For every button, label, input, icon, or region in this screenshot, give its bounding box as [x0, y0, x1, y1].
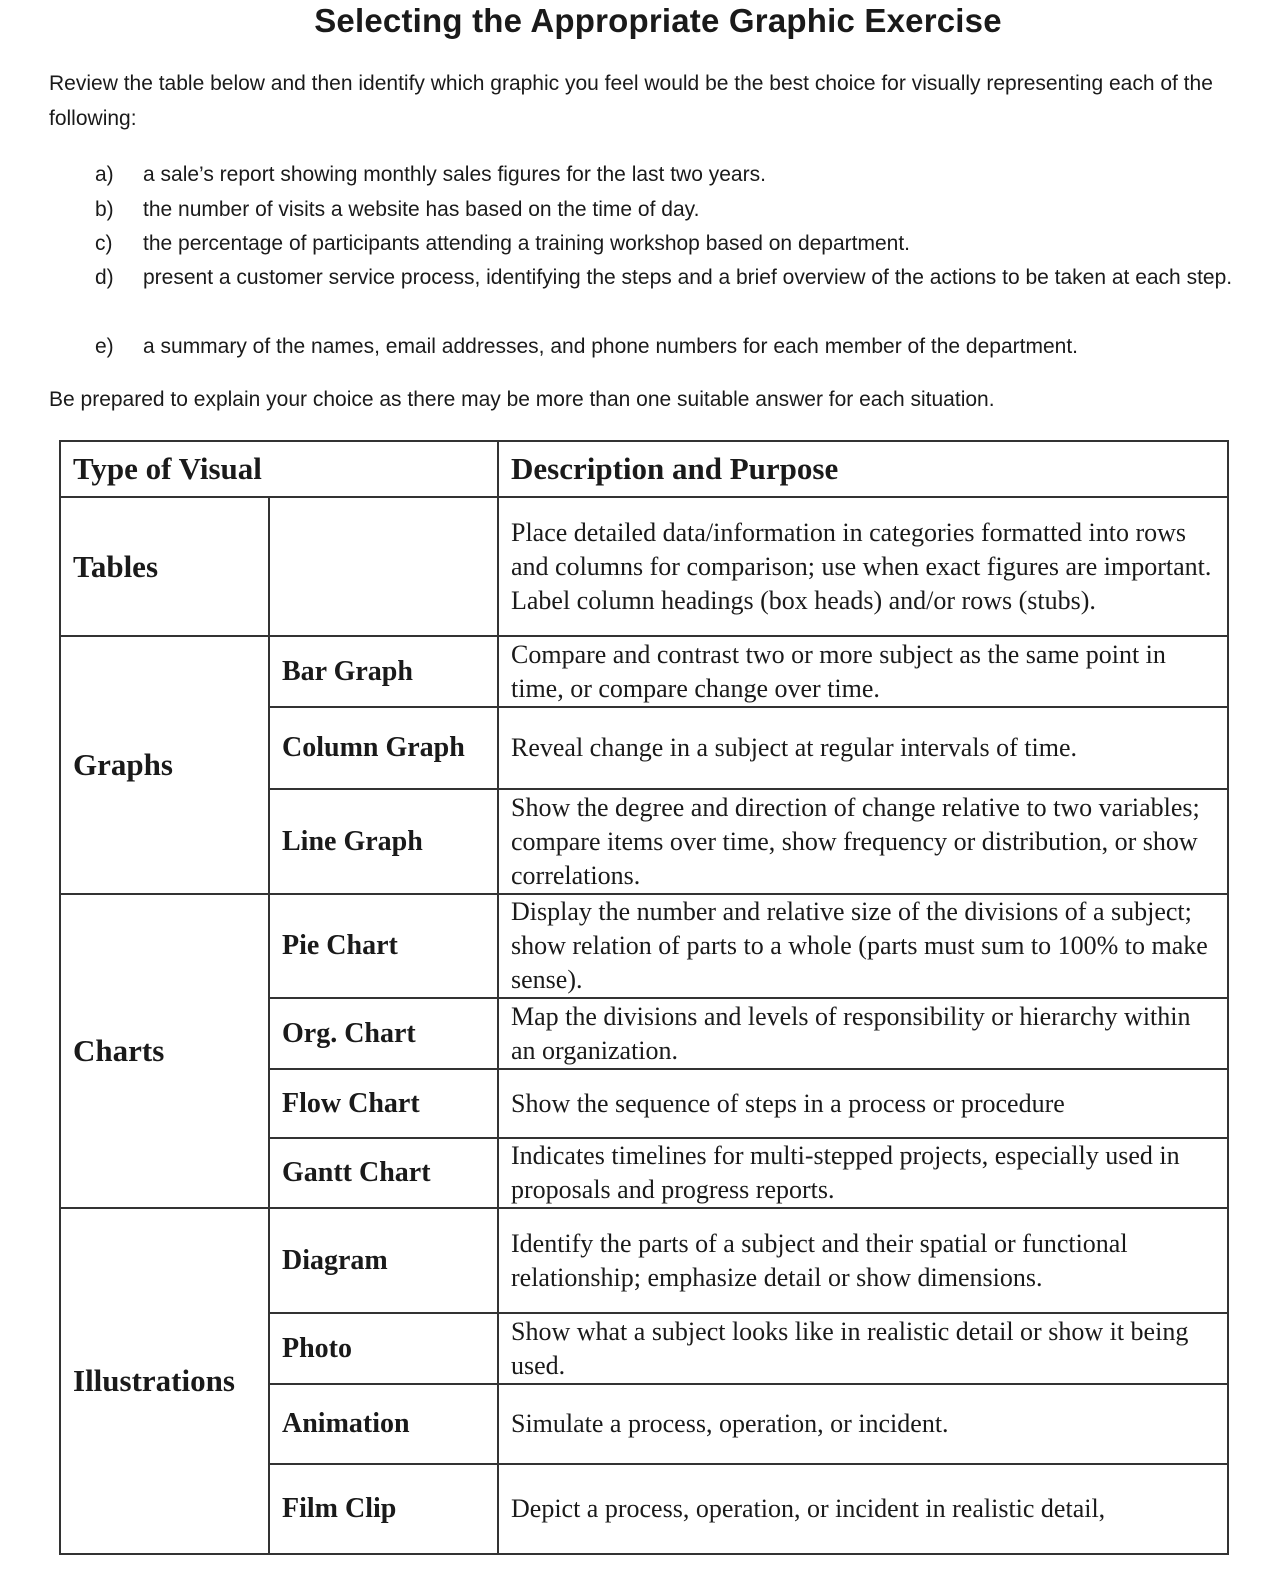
- description-line-graph: Show the degree and direction of change relative to two variables; compare items over time, show frequency or distribution, or show correlations.: [498, 789, 1228, 894]
- description-tables: Place detailed data/information in categories formatted into rows and columns for comparison; use when exact figures are important. Label column headings (box heads) and/or rows (stubs).: [498, 497, 1228, 636]
- category-charts: Charts: [60, 894, 269, 1208]
- table-row: [60, 636, 1228, 707]
- table-row: [60, 1208, 1228, 1313]
- table-row: [60, 894, 1228, 998]
- intro-text: Review the table below and then identify which graphic you feel would be the best choice for visually representing each of the following:: [49, 72, 1213, 130]
- visual-column-graph: Column Graph: [269, 707, 498, 789]
- header-type-of-visual: Type of Visual: [60, 441, 498, 497]
- question-text: the number of visits a website has based on the time of day.: [143, 198, 700, 221]
- description-bar-graph: Compare and contrast two or more subject as the same point in time, or compare change over time.: [498, 636, 1228, 707]
- category-graphs: Graphs: [60, 636, 269, 894]
- question-label: c): [95, 232, 113, 255]
- description-org-chart: Map the divisions and levels of responsibility or hierarchy within an organization.: [498, 998, 1228, 1069]
- visual-bar-graph: Bar Graph: [269, 636, 498, 707]
- visual-pie-chart: Pie Chart: [269, 894, 498, 998]
- question-label: e): [95, 335, 114, 358]
- question-label: b): [95, 198, 114, 221]
- question-text: present a customer service process, identifying the steps and a brief overview of the actions to be taken at each step.: [143, 266, 1233, 289]
- visual-flow-chart: Flow Chart: [269, 1069, 498, 1138]
- question-label: d): [95, 266, 114, 289]
- question-label: a): [95, 163, 114, 186]
- visual-photo: Photo: [269, 1313, 498, 1384]
- question-text: a sale’s report showing monthly sales figures for the last two years.: [143, 163, 766, 186]
- description-gantt-chart: Indicates timelines for multi-stepped projects, especially used in proposals and progress reports.: [498, 1138, 1228, 1208]
- visual-film-clip: Film Clip: [269, 1464, 498, 1554]
- visual-gantt-chart: Gantt Chart: [269, 1138, 498, 1208]
- description-animation: Simulate a process, operation, or incident.: [498, 1384, 1228, 1464]
- page-title: Selecting the Appropriate Graphic Exercise: [314, 2, 1002, 39]
- visual-animation: Animation: [269, 1384, 498, 1464]
- visual-diagram: Diagram: [269, 1208, 498, 1313]
- description-diagram: Identify the parts of a subject and their spatial or functional relationship; emphasize detail or show dimensions.: [498, 1208, 1228, 1313]
- description-column-graph: Reveal change in a subject at regular intervals of time.: [498, 707, 1228, 789]
- instructions-note: Be prepared to explain your choice as there may be more than one suitable answer for each situation.: [49, 388, 995, 411]
- category-illustrations: Illustrations: [60, 1208, 269, 1554]
- visuals-table: [59, 440, 1229, 1555]
- table-row: [60, 497, 1228, 636]
- empty-cell: [269, 497, 498, 636]
- description-pie-chart: Display the number and relative size of the divisions of a subject; show relation of parts to a whole (parts must sum to 100% to make sense).: [498, 894, 1228, 998]
- table-header-row: [60, 441, 1228, 497]
- question-text: the percentage of participants attending a training workshop based on department.: [143, 232, 911, 255]
- visual-line-graph: Line Graph: [269, 789, 498, 894]
- description-film-clip: Depict a process, operation, or incident in realistic detail,: [498, 1464, 1228, 1554]
- header-description: Description and Purpose: [498, 441, 1228, 497]
- description-photo: Show what a subject looks like in realistic detail or show it being used.: [498, 1313, 1228, 1384]
- visual-org-chart: Org. Chart: [269, 998, 498, 1069]
- question-text: a summary of the names, email addresses, and phone numbers for each member of the department.: [143, 335, 1078, 358]
- description-flow-chart: Show the sequence of steps in a process or procedure: [498, 1069, 1228, 1138]
- category-tables: Tables: [60, 497, 269, 636]
